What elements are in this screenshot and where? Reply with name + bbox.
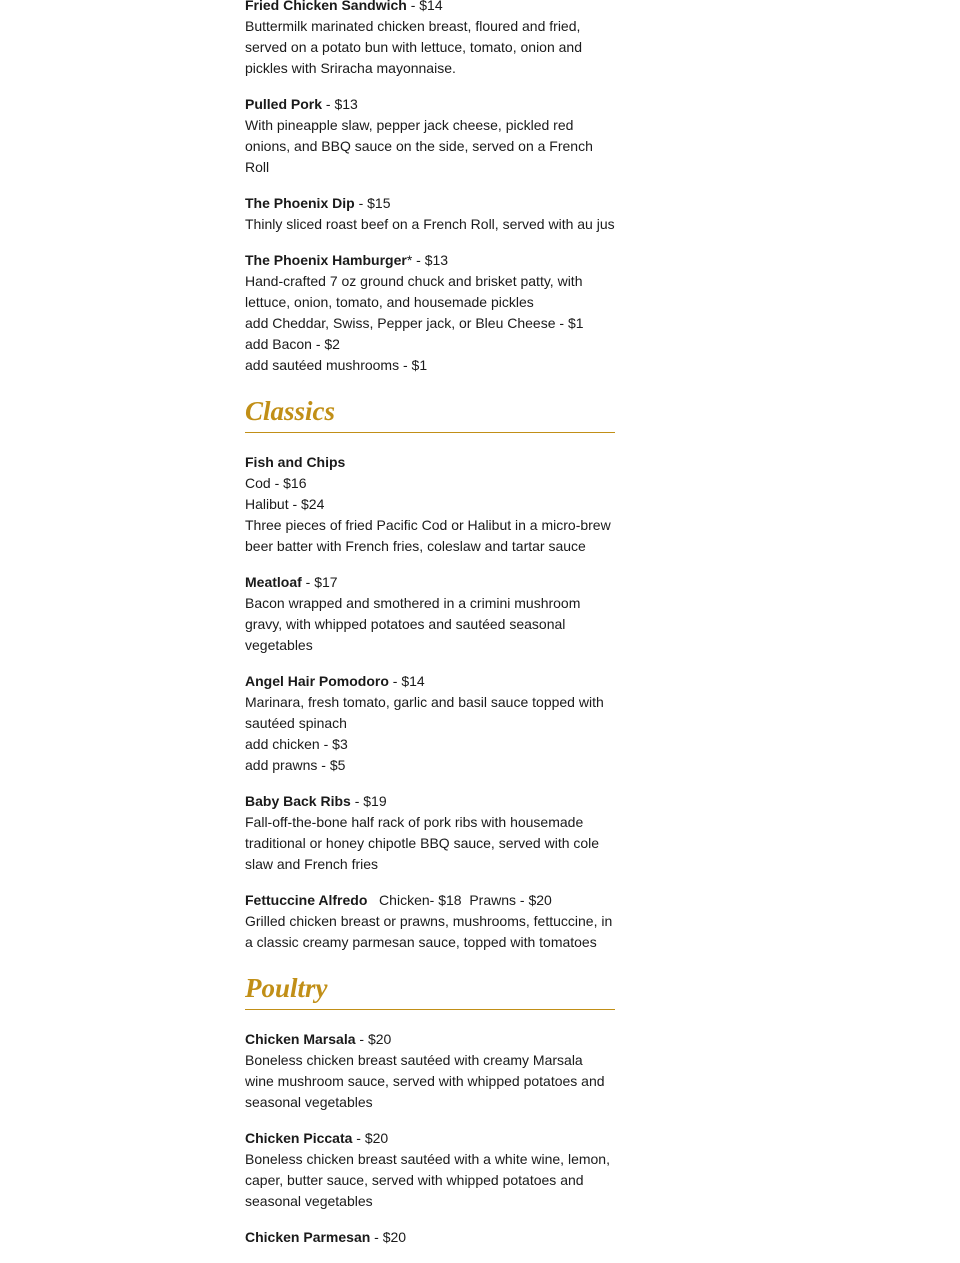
item-description: Marinara, fresh tomato, garlic and basil sauce topped with sautéed spinach xyxy=(245,694,604,731)
menu-item-phoenix-hamburger xyxy=(245,250,615,376)
item-price: - $13 xyxy=(322,96,358,112)
menu-item-fried-chicken-sandwich xyxy=(245,0,615,79)
menu-item-meatloaf xyxy=(245,572,615,656)
menu-item-baby-back-ribs xyxy=(245,791,615,875)
item-name: Fettuccine Alfredo xyxy=(245,892,368,908)
item-name: Fish and Chips xyxy=(245,454,346,470)
item-name: Meatloaf xyxy=(245,574,302,590)
menu-content xyxy=(245,0,615,1263)
item-name: Angel Hair Pomodoro xyxy=(245,673,389,689)
item-price: - $14 xyxy=(388,673,425,689)
item-description: Grilled chicken breast or prawns, mushrooms, fettuccine, in a classic creamy parmesan sauce, topped with tomatoes xyxy=(245,913,613,950)
item-description: With pineapple slaw, pepper jack cheese, pickled red onions, and BBQ sauce on the side, served on a French Roll xyxy=(245,117,593,175)
item-name: Chicken Piccata xyxy=(245,1130,353,1146)
item-price: - $20 xyxy=(352,1130,389,1146)
item-name: The Phoenix Dip xyxy=(245,195,355,211)
item-price-option: Cod - $16 xyxy=(245,475,307,491)
item-addon: add prawns - $5 xyxy=(245,757,346,773)
menu-item-chicken-parmesan xyxy=(245,1227,615,1248)
section-title-classics: Classics xyxy=(245,391,615,433)
item-description: Boneless chicken breast sautéed with a white wine, lemon, caper, butter sauce, served with whipped potatoes and seasonal vegetables xyxy=(245,1151,610,1209)
item-price: - $20 xyxy=(370,1229,407,1245)
item-name: Pulled Pork xyxy=(245,96,323,112)
menu-item-pulled-pork xyxy=(245,94,615,178)
item-description: Hand-crafted 7 oz ground chuck and brisket patty, with lettuce, onion, tomato, and housemade pickles xyxy=(245,273,583,310)
item-price: - $17 xyxy=(301,574,338,590)
item-addon: add chicken - $3 xyxy=(245,736,348,752)
menu-item-chicken-piccata xyxy=(245,1128,615,1212)
menu-item-fettuccine-alfredo xyxy=(245,890,615,953)
menu-item-fish-and-chips xyxy=(245,452,615,557)
item-price: * - $13 xyxy=(406,252,449,268)
item-description: Bacon wrapped and smothered in a crimini mushroom gravy, with whipped potatoes and sautéed seasonal vegetables xyxy=(245,595,581,653)
item-price: - $15 xyxy=(354,195,391,211)
item-addon: add Bacon - $2 xyxy=(245,336,340,352)
item-name: The Phoenix Hamburger xyxy=(245,252,407,268)
item-name: Fried Chicken Sandwich xyxy=(245,0,407,13)
menu-item-angel-hair-pomodoro xyxy=(245,671,615,776)
item-price: - $14 xyxy=(406,0,443,13)
item-name: Baby Back Ribs xyxy=(245,793,351,809)
item-price: Chicken- $18 Prawns - $20 xyxy=(367,892,552,908)
menu-item-phoenix-dip xyxy=(245,193,615,235)
item-description: Buttermilk marinated chicken breast, floured and fried, served on a potato bun with lettuce, tomato, onion and pickles with Sriracha mayonnaise. xyxy=(245,18,583,76)
item-name: Chicken Marsala xyxy=(245,1031,356,1047)
item-name: Chicken Parmesan xyxy=(245,1229,371,1245)
item-addon: add Cheddar, Swiss, Pepper jack, or Bleu Cheese - $1 xyxy=(245,315,584,331)
item-price: - $20 xyxy=(355,1031,392,1047)
section-title-poultry: Poultry xyxy=(245,968,615,1010)
item-description: Three pieces of fried Pacific Cod or Halibut in a micro-brew beer batter with French fries, coleslaw and tartar sauce xyxy=(245,517,611,554)
item-description: Fall-off-the-bone half rack of pork ribs with housemade traditional or honey chipotle BBQ sauce, served with cole slaw and French fries xyxy=(245,814,600,872)
item-price: - $19 xyxy=(350,793,387,809)
item-description: Thinly sliced roast beef on a French Roll, served with au jus xyxy=(245,216,615,232)
item-description: Boneless chicken breast sautéed with creamy Marsala wine mushroom sauce, served with whipped potatoes and seasonal vegetables xyxy=(245,1052,605,1110)
item-addon: add sautéed mushrooms - $1 xyxy=(245,357,428,373)
menu-item-chicken-marsala xyxy=(245,1029,615,1113)
item-price-option: Halibut - $24 xyxy=(245,496,325,512)
